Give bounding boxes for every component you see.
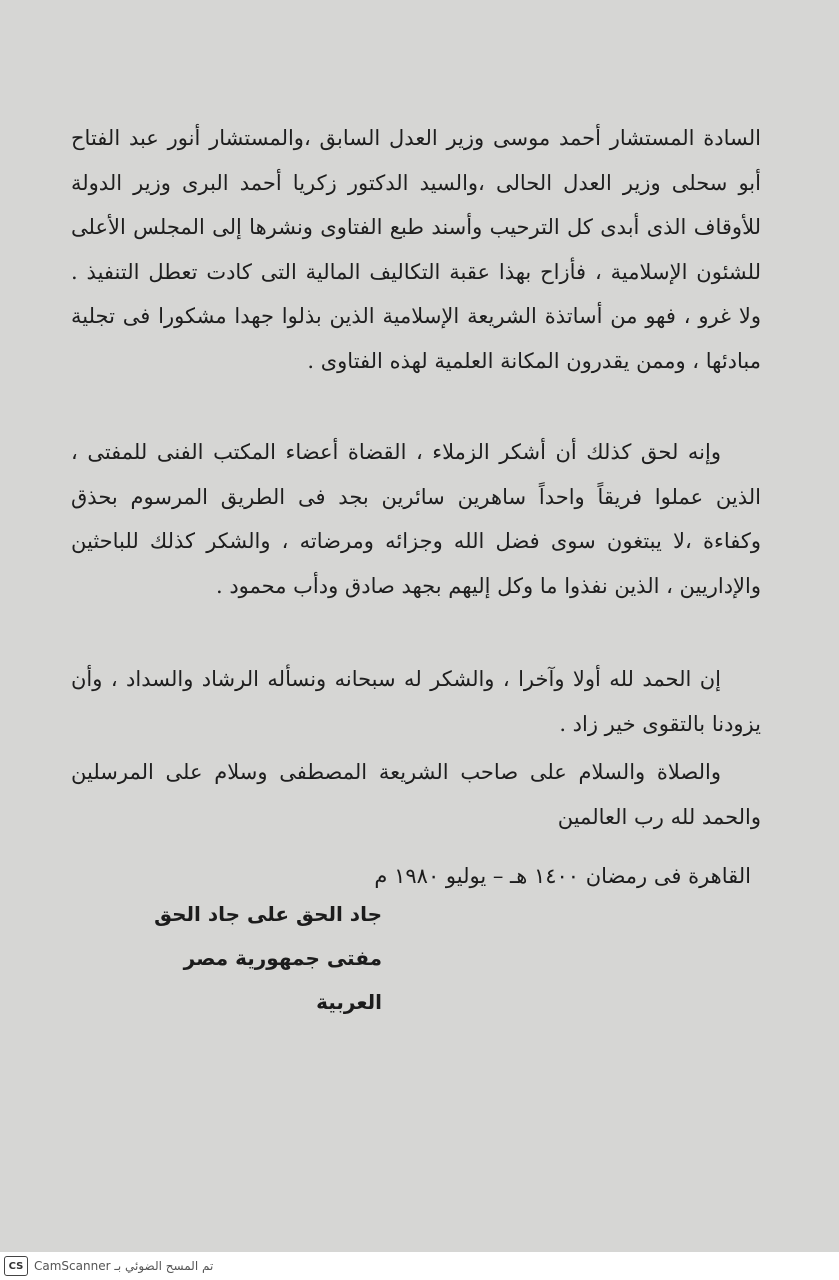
paragraph-text: والصلاة والسلام على صاحب الشريعة المصطفى وسلام على المرسلين والحمد لله رب العالمين (71, 760, 761, 829)
paragraph-thanks-colleagues (71, 430, 761, 608)
signature-title: مفتى جمهورية مصر العربية (183, 946, 382, 1014)
paragraph-praise (71, 657, 761, 746)
camscanner-watermark-text: تم المسح الضوئي بـ CamScanner (34, 1259, 214, 1273)
paragraph-closing (71, 750, 761, 839)
paragraph-text: إن الحمد لله أولا وآخرا ، والشكر له سبحانه ونسأله الرشاد والسداد ، وأن يزودنا بالتقوى خير زاد . (71, 667, 761, 736)
paragraph-text: السادة المستشار أحمد موسى وزير العدل السابق ،والمستشار أنور عبد الفتاح أبو سحلى وزير العدل الحالى ،والسيد الدكتور زكريا أحمد البرى وزير الدولة للأوقاف الذى أبدى كل الترحيب وأسند طبع الفتاوى ونشرها إلى المجلس الأعلى للشئون الإسلامية ، فأزاح بهذا عقبة التكاليف المالية التى كادت تعطل التنفيذ . ولا غرو ، فهو من أساتذة الشريعة الإسلامية الذين بذلوا جهدا مشكورا فى تجلية مبادئها ، وممن يقدرون المكانة العلمية لهذه الفتاوى . (71, 126, 761, 373)
signature-name: جاد الحق على جاد الحق (154, 902, 382, 926)
camscanner-logo-icon: CS (4, 1256, 28, 1276)
date-line: القاهرة فى رمضان ١٤٠٠ هـ – يوليو ١٩٨٠ م (374, 864, 751, 888)
paragraph-text: وإنه لحق كذلك أن أشكر الزملاء ، القضاة أعضاء المكتب الفنى للمفتى ، الذين عملوا فريقاً واحداً ساهرين سائرين بجد فى الطريق المرسوم بحذق وكفاءة ،لا يبتغون سوى فضل الله وجزائه ومرضاته ، والشكر كذلك للباحثين والإداريين ، الذين نفذوا ما وكل إليهم بجهد صادق ودأب محمود . (71, 440, 761, 598)
signature-block (142, 892, 382, 1024)
scanner-footer (0, 1252, 839, 1280)
paragraph-acknowledgements (71, 116, 761, 383)
